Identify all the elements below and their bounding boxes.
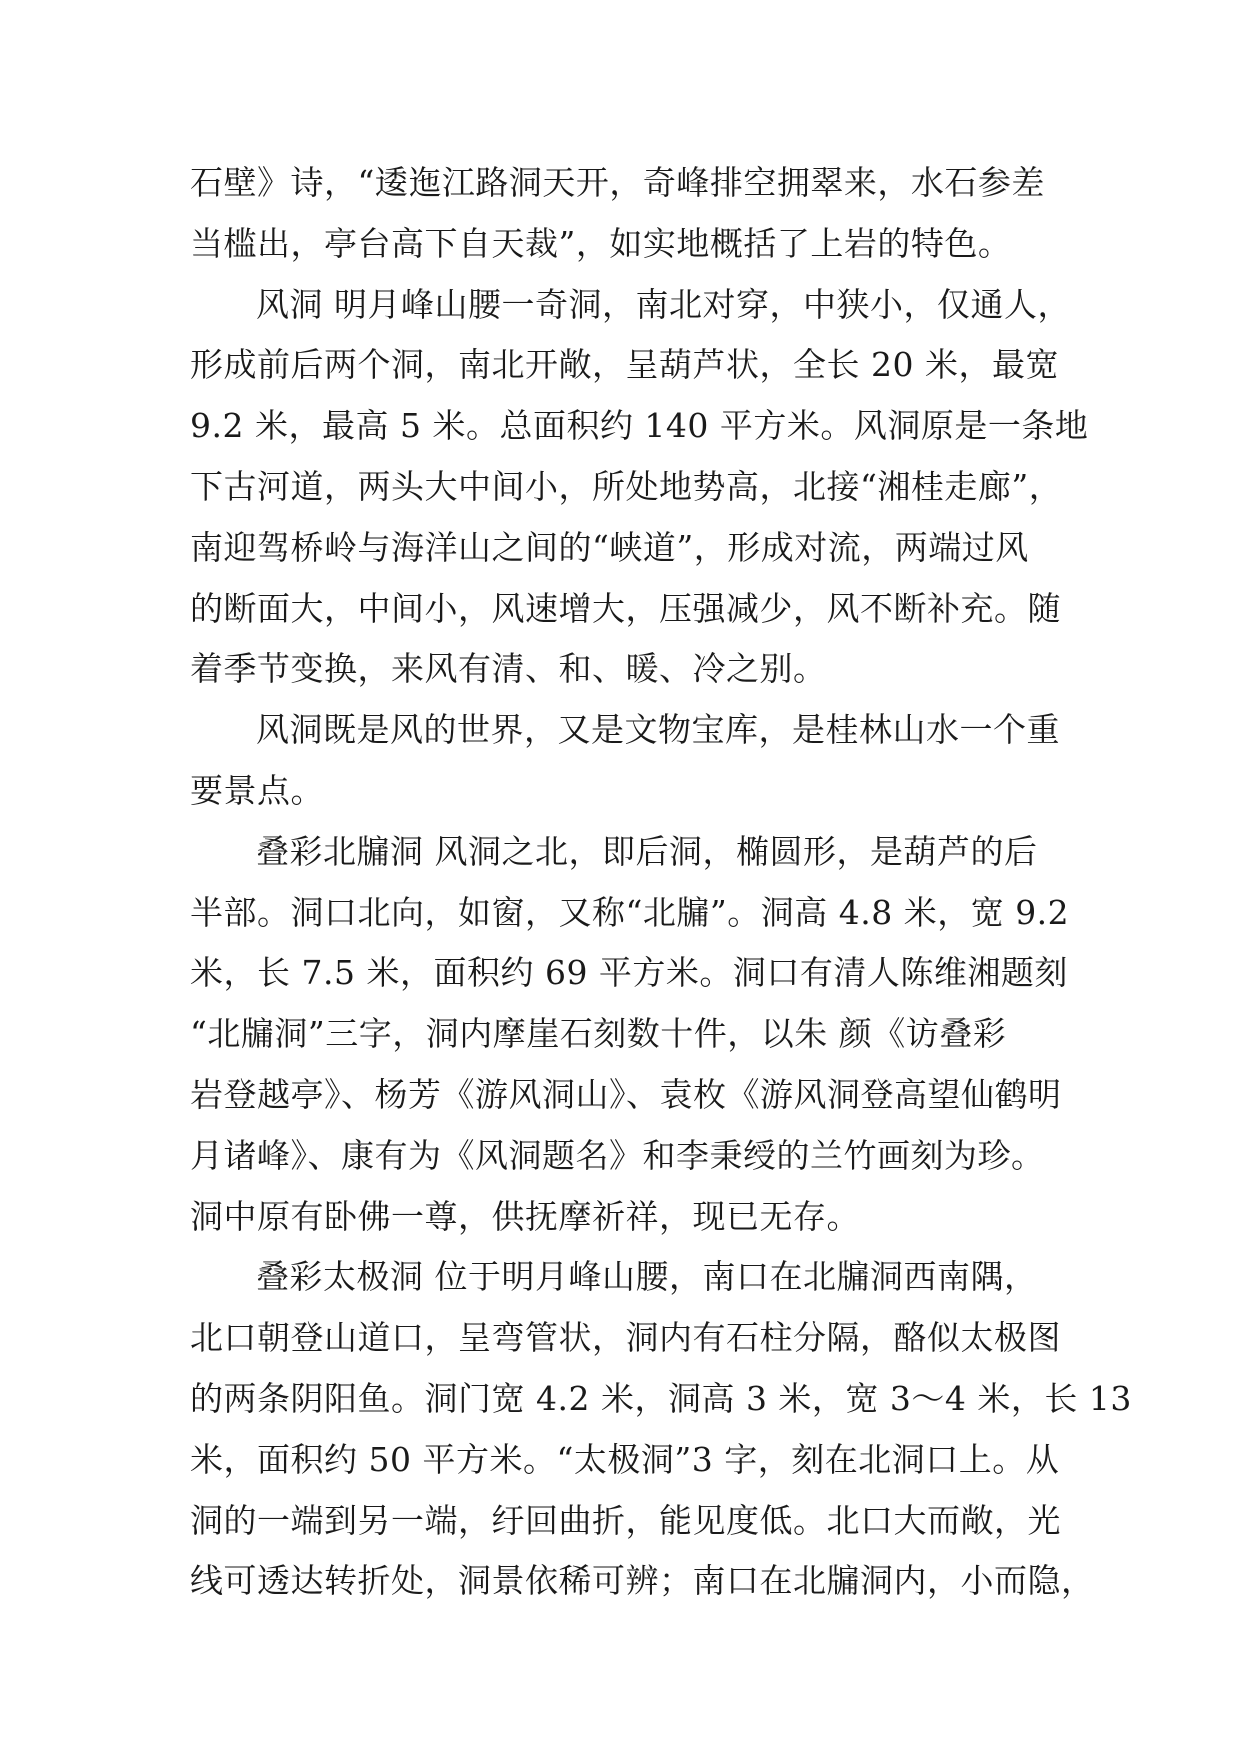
body-text [190, 153, 1132, 1612]
paragraph-start-line: 风洞 明月峰山腰一奇洞，南北对穿，中狭小，仅通人， [256, 284, 1071, 324]
text-line: 下古河道，两头大中间小，所处地势高，北接“湘桂走廊”， [190, 466, 1063, 506]
text-line: 米，长 7.5 米，面积约 69 平方米。洞口有清人陈维湘题刻 [190, 953, 1068, 993]
text-line: 形成前后两个洞，南北开敞，呈葫芦状，全长 20 米，最宽 [190, 345, 1059, 385]
text-line: 着季节变换，来风有清、和、暖、冷之别。 [190, 649, 827, 689]
text-line: 北口朝登山道口，呈弯管状，洞内有石柱分隔，酪似太极图 [190, 1318, 1061, 1358]
text-line: 线可透达转折处，洞景依稀可辨；南口在北牖洞内，小而隐， [190, 1561, 1095, 1601]
text-line: 石壁》诗，“逶迤江路洞天开，奇峰排空拥翠来，水石参差 [190, 163, 1045, 202]
text-line: 洞的一端到另一端，纡回曲折，能见度低。北口大而敞，光 [190, 1500, 1061, 1540]
text-line: 半部。洞口北向，如窗，又称“北牖”。洞高 4.8 米，宽 9.2 [190, 892, 1070, 932]
text-line: 岩登越亭》、杨芳《游风洞山》、袁枚《游风洞登高望仙鹤明 [190, 1074, 1062, 1114]
text-line: 9.2 米，最高 5 米。总面积约 140 平方米。风洞原是一条地 [190, 406, 1089, 446]
text-line: 当槛出，亭台高下自天裁”，如实地概括了上岩的特色。 [190, 223, 1012, 263]
text-line: 米，面积约 50 平方米。“太极洞”3 字，刻在北洞口上。从 [190, 1439, 1060, 1479]
paragraph-start-line: 叠彩北牖洞 风洞之北，即后洞，椭圆形，是葫芦的后 [256, 831, 1038, 871]
text-line: “北牖洞”三字，洞内摩崖石刻数十件，以朱 颜《访叠彩 [190, 1014, 1007, 1054]
text-line: 洞中原有卧佛一尊，供抚摩祈祥，现已无存。 [190, 1196, 860, 1236]
text-line: 的两条阴阳鱼。洞门宽 4.2 米，洞高 3 米，宽 3～4 米，长 13 [190, 1378, 1132, 1418]
text-line: 要景点。 [190, 770, 324, 810]
paragraph-start-line: 叠彩太极洞 位于明月峰山腰，南口在北牖洞西南隅， [256, 1257, 1038, 1297]
text-line: 月诸峰》、康有为《风洞题名》和李秉绶的兰竹画刻为珍。 [190, 1135, 1045, 1175]
text-line: 南迎驾桥岭与海洋山之间的“峡道”，形成对流，两端过风 [190, 527, 1029, 567]
paragraph-start-line: 风洞既是风的世界，又是文物宝库，是桂林山水一个重 [256, 710, 1060, 750]
text-line: 的断面大，中间小，风速增大，压强减少，风不断补充。随 [190, 588, 1061, 628]
